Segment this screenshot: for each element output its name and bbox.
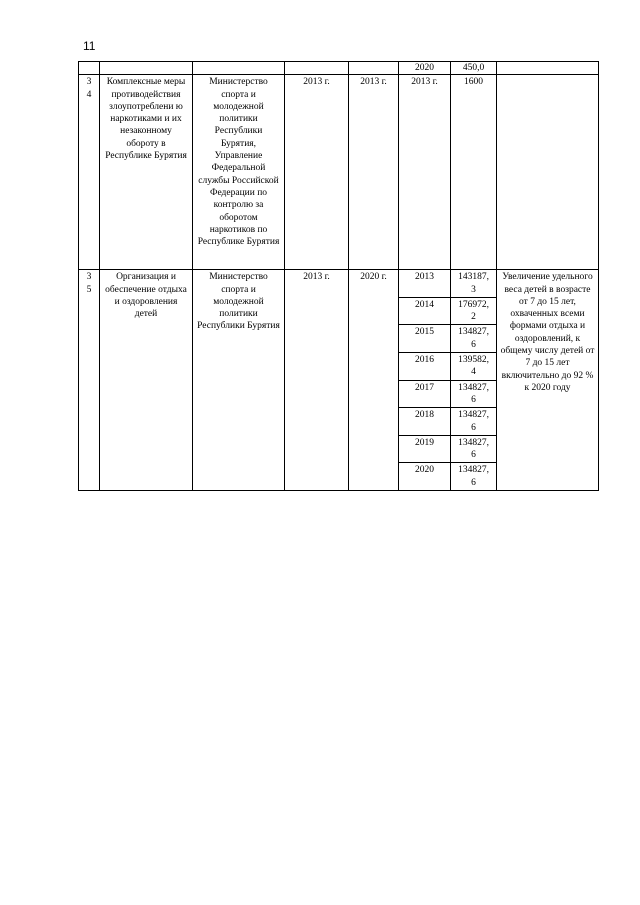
cell-year: 2017 bbox=[399, 380, 451, 408]
cell-measure: Комплексные меры противодействия злоупотреблени ю наркотиками и их незаконному обороту в Республике Бурятия bbox=[100, 75, 193, 270]
program-measures-table bbox=[78, 61, 599, 491]
cell-value: 134827, 6 bbox=[451, 435, 497, 463]
cell-end: 2013 г. bbox=[349, 75, 399, 270]
cell-num: 3 5 bbox=[79, 270, 100, 491]
page-number: 11 bbox=[83, 39, 96, 53]
cell-num: 3 4 bbox=[79, 75, 100, 270]
table-row-34 bbox=[79, 75, 599, 270]
cell-year: 2016 bbox=[399, 353, 451, 381]
cell-year: 2019 bbox=[399, 435, 451, 463]
cell-value: 450,0 bbox=[451, 62, 497, 75]
cell-year: 2014 bbox=[399, 297, 451, 325]
table-row-continuation bbox=[79, 62, 599, 75]
cell-start: 2013 г. bbox=[285, 75, 349, 270]
cell-value: 143187, 3 bbox=[451, 270, 497, 298]
cell-value: 139582, 4 bbox=[451, 353, 497, 381]
cell-start: 2013 г. bbox=[285, 270, 349, 491]
cell-year: 2020 bbox=[399, 62, 451, 75]
cell-result: Увеличение удельного веса детей в возрасте от 7 до 15 лет, охваченных всеми формами отдыха и оздоровлений, к общему числу детей от 7 до 15 лет включительно до 92 % к 2020 году bbox=[497, 270, 599, 491]
cell-year: 2013 г. bbox=[399, 75, 451, 270]
cell-year: 2018 bbox=[399, 408, 451, 436]
cell-end: 2020 г. bbox=[349, 270, 399, 491]
cell-value: 134827, 6 bbox=[451, 408, 497, 436]
table-row-35 bbox=[79, 270, 599, 298]
cell-year: 2015 bbox=[399, 325, 451, 353]
cell-value: 134827, 6 bbox=[451, 325, 497, 353]
cell-result bbox=[497, 75, 599, 270]
cell-executor: Министерство спорта и молодежной политики Республики Бурятия bbox=[193, 270, 285, 491]
cell-executor bbox=[193, 62, 285, 75]
cell-year: 2020 bbox=[399, 463, 451, 491]
cell-end bbox=[349, 62, 399, 75]
cell-year: 2013 bbox=[399, 270, 451, 298]
cell-measure bbox=[100, 62, 193, 75]
cell-start bbox=[285, 62, 349, 75]
cell-value: 134827, 6 bbox=[451, 380, 497, 408]
cell-measure: Организация и обеспечение отдыха и оздоровления детей bbox=[100, 270, 193, 491]
cell-executor: Министерство спорта и молодежной политики Республики Бурятия, Управление Федеральной службы Российской Федерации по контролю за оборотом наркотиков по Республике Бурятия bbox=[193, 75, 285, 270]
cell-value: 176972, 2 bbox=[451, 297, 497, 325]
cell-value: 1600 bbox=[451, 75, 497, 270]
cell-result bbox=[497, 62, 599, 75]
cell-num bbox=[79, 62, 100, 75]
cell-value: 134827, 6 bbox=[451, 463, 497, 491]
